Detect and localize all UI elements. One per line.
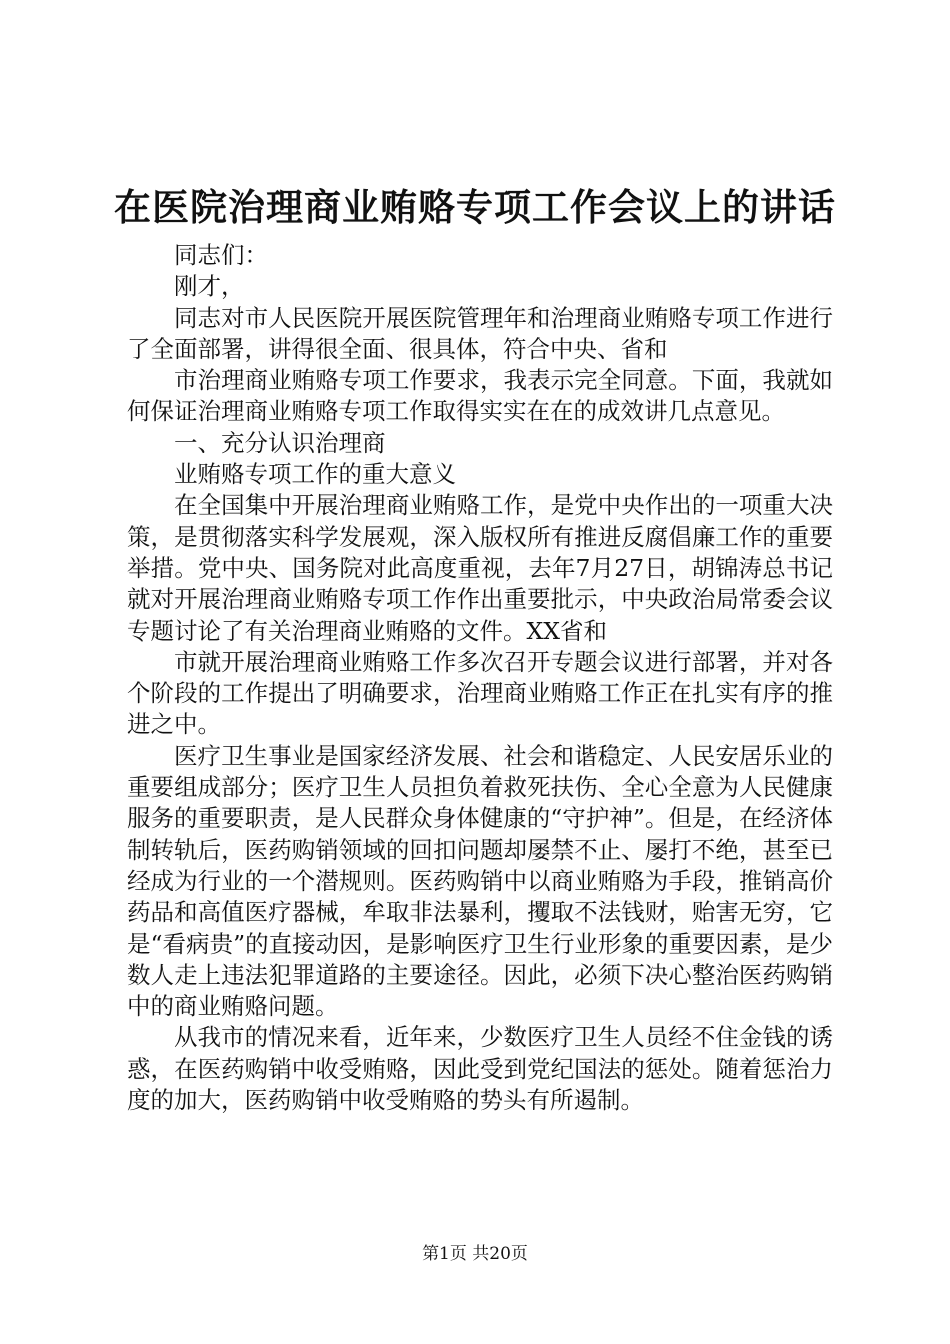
document-body: [127, 240, 833, 1116]
paragraph: 市就开展治理商业贿赂工作多次召开专题会议进行部署，并对各个阶段的工作提出了明确要求，治理商业贿赂工作正在扎实有序的推进之中。: [127, 647, 833, 739]
paragraph: 同志对市人民医院开展医院管理年和治理商业贿赂专项工作进行了全面部署，讲得很全面、很具体，符合中央、省和: [127, 303, 833, 363]
document-title: 在医院治理商业贿赂专项工作会议上的讲话: [114, 185, 836, 229]
paragraph: 在全国集中开展治理商业贿赂工作，是党中央作出的一项重大决策，是贯彻落实科学发展观，深入版权所有推进反腐倡廉工作的重要举措。党中央、国务院对此高度重视，去年7月27日，胡锦涛总书记就对开展治理商业贿赂专项工作作出重要批示，中央政治局常委会议专题讨论了有关治理商业贿赂的文件。XX省和: [127, 491, 833, 645]
paragraph: 刚才，: [174, 272, 245, 301]
section-heading-continued: 业贿赂专项工作的重大意义: [174, 460, 456, 489]
paragraph: 医疗卫生事业是国家经济发展、社会和谐稳定、人民安居乐业的重要组成部分；医疗卫生人员担负着救死扶伤、全心全意为人民健康服务的重要职责，是人民群众身体健康的“守护神”。但是，在经济体制转轨后，医药购销领域的回扣问题却屡禁不止、屡打不绝，甚至已经成为行业的一个潜规则。医药购销中以商业贿赂为手段，推销高价药品和高值医疗器械，牟取非法暴利，攫取不法钱财，贻害无穷，它是“看病贵”的直接动因，是影响医疗卫生行业形象的重要因素，是少数人走上违法犯罪道路的主要途径。因此，必须下决心整治医药购销中的商业贿赂问题。: [127, 741, 833, 1021]
page-number-footer: 第1页 共20页: [422, 1244, 528, 1264]
paragraph: 市治理商业贿赂专项工作要求，我表示完全同意。下面，我就如何保证治理商业贿赂专项工作取得实实在在的成效讲几点意见。: [127, 366, 833, 426]
section-heading: 一、充分认识治理商: [174, 428, 386, 457]
paragraph-salutation: 同志们：: [174, 241, 268, 269]
paragraph: 从我市的情况来看，近年来，少数医疗卫生人员经不住金钱的诱惑，在医药购销中收受贿赂，因此受到党纪国法的惩处。随着惩治力度的加大，医药购销中收受贿赂的势头有所遏制。: [127, 1023, 833, 1115]
